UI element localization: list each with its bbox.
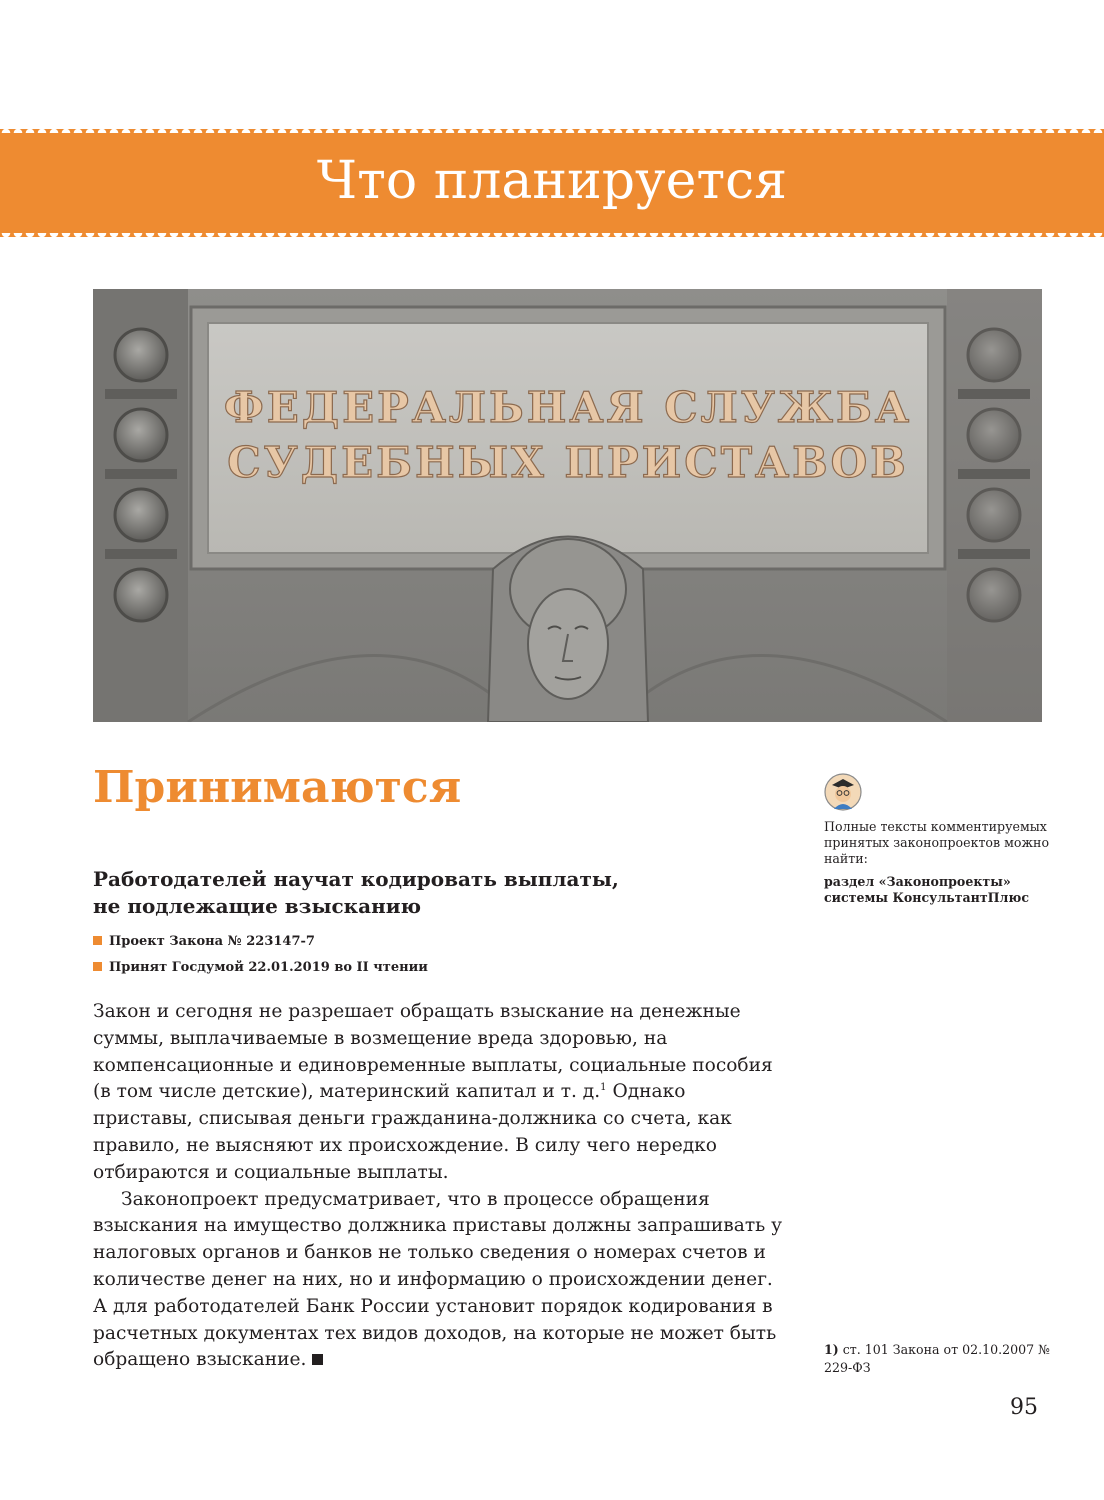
orange-bullet-icon <box>93 962 102 971</box>
article-title <box>93 866 773 920</box>
bailiff-service-facade-photo <box>93 289 1042 722</box>
banner-title: Что планируется <box>316 151 788 211</box>
sidebar-note-source: раздел «Законопроекты» системы КонсультантПлюс <box>824 873 1030 905</box>
paragraph-2: Законопроект предусматривает, что в процессе обращения взыскания на имущество должника приставы должны запрашивать у налоговых органов и банков не только сведения о номерах счетов и количестве денег на них, но и информацию о происхождении денег. А для работодателей Банк России установит порядок кодирования в расчетных документах тех видов доходов, на которые не может быть обращено взыскание. <box>93 1188 783 1371</box>
banner-scallop-top <box>0 125 1104 133</box>
section-heading: Принимаются <box>93 762 462 813</box>
footnote-text: ст. 101 Закона от 02.10.2007 № 229-ФЗ <box>824 1342 1051 1375</box>
sidebar-note <box>824 819 1064 906</box>
end-of-article-icon <box>312 1354 323 1365</box>
article-title-line-2: не подлежащие взысканию <box>93 894 422 918</box>
footnote-ref[interactable]: 1 <box>600 1082 607 1094</box>
banner-scallop-bottom <box>0 233 1104 241</box>
consultant-avatar-icon <box>824 773 862 811</box>
plaque-line-2: СУДЕБНЫХ ПРИСТАВОВ <box>227 438 909 487</box>
page-number: 95 <box>1010 1395 1038 1420</box>
paragraph-1: Закон и сегодня не разрешает обращать взыскание на денежные суммы, выплачиваемые в возмещение вреда здоровью, на компенсационные и единовременные выплаты, социальные пособия (в том числе детские), материнский капитал и т. д.$^1$ Однако приставы, списывая деньги гражданина-должника со счета, как правило, не выясняют их происхождение. В силу чего нередко отбираются и социальные выплаты. <box>93 1001 773 1183</box>
footnote <box>824 1341 1054 1377</box>
sidebar-note-text: Полные тексты комментируемых принятых законопроектов можно найти: <box>824 819 1050 867</box>
article-body <box>93 999 783 1374</box>
section-banner <box>0 129 1104 237</box>
plaque-line-1: ФЕДЕРАЛЬНАЯ СЛУЖБА <box>223 383 913 432</box>
article-title-line-1: Работодателей научат кодировать выплаты, <box>93 867 619 891</box>
footnote-number: 1) <box>824 1342 839 1357</box>
orange-bullet-icon <box>93 936 102 945</box>
bill-status: Принят Госдумой 22.01.2019 во II чтении <box>93 959 693 977</box>
bill-number: Проект Закона № 223147-7 <box>93 933 693 951</box>
